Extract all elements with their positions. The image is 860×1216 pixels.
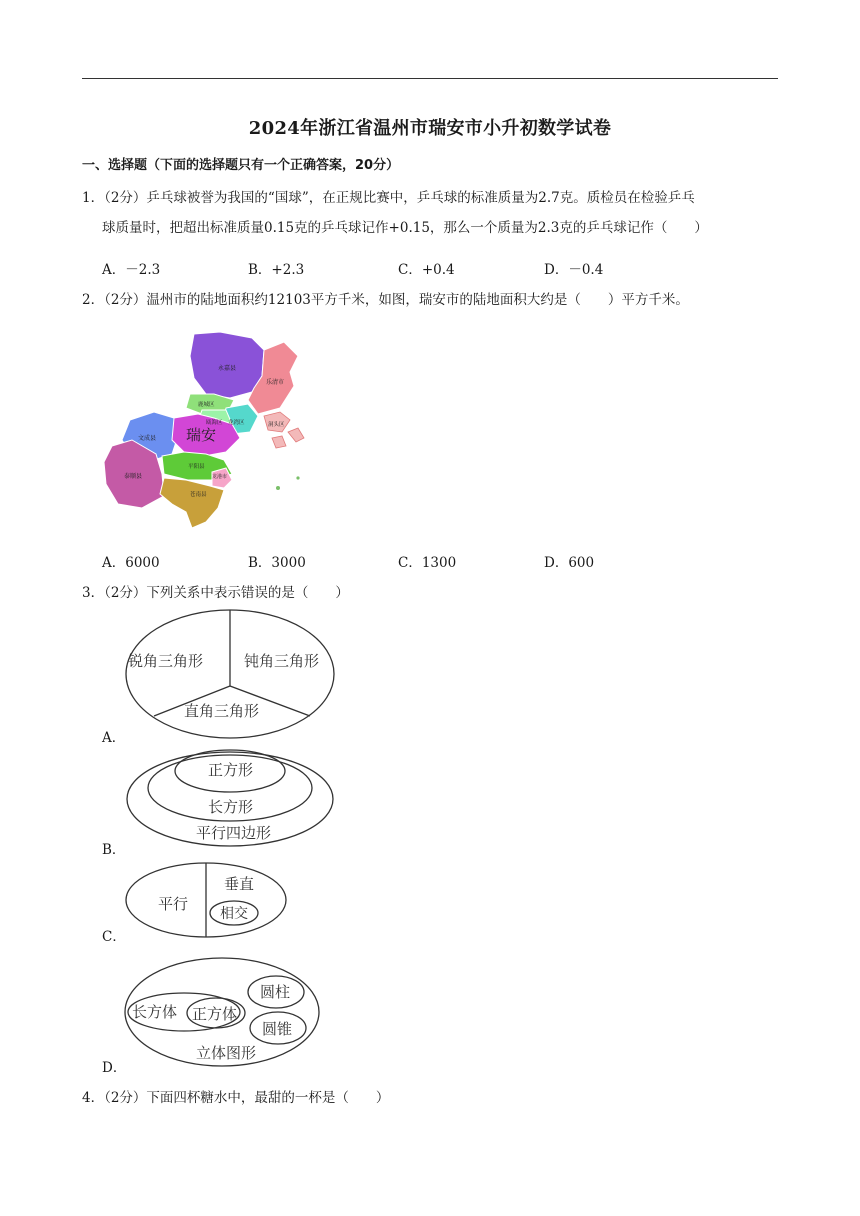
map-label-yueqing: 乐清市 <box>266 379 285 386</box>
figure-d-cuboid: 长方体 <box>132 1003 178 1021</box>
figure-a-obtuse: 钝角三角形 <box>244 652 320 670</box>
map-label-dongtou: 洞头区 <box>268 422 285 428</box>
map-region-dongtou <box>264 412 304 448</box>
figure-c-intersect: 相交 <box>220 906 248 922</box>
figure-a-right: 直角三角形 <box>184 702 260 720</box>
map-island-dot <box>276 486 280 490</box>
figure-b-diagram <box>120 744 340 848</box>
option-b: B．+2.3 <box>248 262 305 278</box>
wenzhou-map <box>102 328 312 530</box>
option-c: C．1300 <box>398 555 457 571</box>
option-d: D．－0.4 <box>544 262 604 278</box>
option-b: B．3000 <box>248 555 306 571</box>
figure-c-parallel: 平行 <box>158 895 189 913</box>
question-4 <box>82 1088 782 1108</box>
option-a: A．－2.3 <box>102 262 161 278</box>
question-2 <box>82 290 782 310</box>
figure-a-acute: 锐角三角形 <box>128 652 204 670</box>
question-2-text: 2．（2分）温州市的陆地面积约12103平方千米，如图，瑞安市的陆地面积大约是（ ）平方千米。 <box>82 292 689 308</box>
figure-c-label: C． <box>102 929 126 945</box>
map-label-lucheng: 鹿城区 <box>198 402 215 408</box>
option-a: A．6000 <box>102 555 160 571</box>
map-label-ruian: 瑞安 <box>186 426 217 444</box>
option-c: C．+0.4 <box>398 262 455 278</box>
figure-d-diagram <box>120 952 330 1070</box>
figure-b-label: B． <box>102 842 126 858</box>
map-label-taishun: 泰顺县 <box>124 473 143 480</box>
figure-d-solid: 立体图形 <box>196 1044 257 1062</box>
map-label-longwan: 龙湾区 <box>228 420 245 426</box>
question-3 <box>82 583 782 603</box>
figure-d-cone: 圆锥 <box>262 1020 293 1038</box>
question-3-text: 3．（2分）下列关系中表示错误的是（ ） <box>82 585 349 601</box>
option-d: D．600 <box>544 555 595 571</box>
figure-c-perpendicular: 垂直 <box>224 875 255 893</box>
question-4-text: 4．（2分）下面四杯糖水中，最甜的一杯是（ ） <box>82 1090 390 1106</box>
question-1-line2: 球质量时，把超出标准质量0.15克的乒乓球记作+0.15，那么一个质量为2.3克的乒乓球记作（ ） <box>102 220 708 236</box>
figure-a-label: A． <box>102 730 126 746</box>
question-1-line1: 1．（2分）乒乓球被誉为我国的“国球”，在正规比赛中，乒乓球的标准质量为2.7克。质检员在检验乒乓 <box>82 190 695 206</box>
figure-d-cube: 正方体 <box>192 1005 238 1023</box>
figure-b-rectangle: 长方形 <box>208 798 254 816</box>
figure-d-label: D． <box>102 1060 127 1076</box>
map-label-yongjia: 永嘉县 <box>218 365 237 372</box>
figure-b-parallelogram: 平行四边形 <box>196 824 272 842</box>
map-label-wencheng: 文成县 <box>138 435 157 442</box>
map-label-ouhai: 瓯海区 <box>206 420 223 426</box>
top-rule <box>82 78 778 79</box>
figure-a-diagram <box>120 604 340 744</box>
map-island-dot <box>296 476 299 479</box>
figure-b-square: 正方形 <box>208 761 254 779</box>
page-title: 2024年浙江省温州市瑞安市小升初数学试卷 <box>248 118 612 139</box>
map-label-longgang: 龙港市 <box>212 474 228 480</box>
question-1 <box>82 188 782 238</box>
figure-c-diagram <box>120 858 300 942</box>
map-label-cangnan: 苍南县 <box>190 492 207 498</box>
map-label-pingyang: 平阳县 <box>188 464 205 470</box>
section-heading: 一、选择题（下面的选择题只有一个正确答案，20分） <box>82 158 400 173</box>
figure-d-cylinder: 圆柱 <box>260 983 291 1001</box>
